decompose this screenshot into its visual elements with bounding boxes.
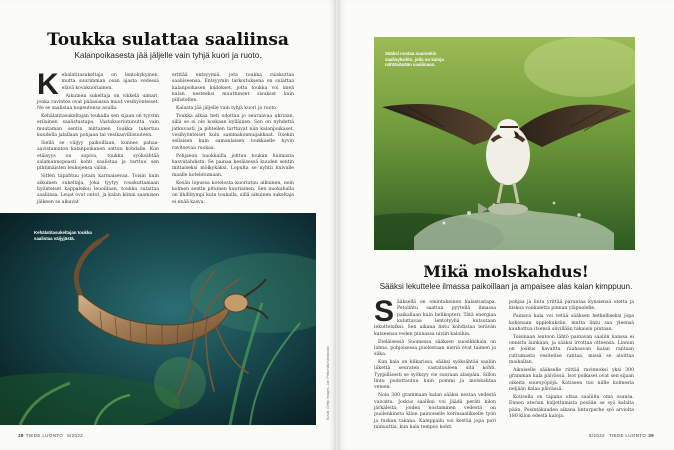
issue-number: 5/2022 xyxy=(588,433,605,438)
paragraph: Siellä se väijyy paikoillaan, kunnes pahaa-aavistamaton kalanpoikanen sattuu kohdalle. Kun etäisyys on sopiva, toukka syöksähtää salamannopeasti kohti saalistaa ja tarttuu sen pihtimäisten leukojensa väliin. xyxy=(37,140,159,172)
paragraph: Kehälatitasukeltajan toukalla sen sijaan on tyystin erilainen saalistustapa. Vastakuoriutunutta vain muutaman sentin mittainen toukka tukertuu kuudella jalallaan pohjaan tai vesikasvillisuuteen. xyxy=(37,114,159,139)
right-article-subtitle: Sääksi lekuttelee ilmassa paikoillaan ja ampaisee alas kalan kimppuun. xyxy=(379,282,633,291)
osprey-photo-caption: Sääksi nostaa suurenkin saalisyksilön, jolla on kaloja nähtävänään saaliinaan. xyxy=(385,51,444,68)
paragraph: Aikuinen sukeltaja on vikkelä uimari, jonka ravintoa ovat pääasiassa muut vesihyönteiset. Ne se saalistaa nopeutensa avulla. xyxy=(37,93,159,112)
left-page xyxy=(0,0,336,450)
diving-beetle-larva-photo xyxy=(0,213,316,425)
photo-credit: Kuvat: Getty Images, Jari Peltomäki/Vastavalo xyxy=(326,346,330,420)
dropcap-s: S xyxy=(374,295,395,328)
dropcap-k: K xyxy=(37,68,59,101)
paragraph: Painava kala voi vetää sääksen hetkelliseksi jopa kokonaan upplekuksiin, mutta lintu saa yleensä kauhottua itsensä siivillään takaisin pintaan. xyxy=(509,314,634,332)
paragraph: Toukka alkaa heti odottaa jo seuraavaa uhriaan, sillä se ei ole koskaan kylläinen. Sen on nyhdettä jatkuvasti, ja pihtellen tarttuvat niin kalanpoikaset, vesihyönteiset kuin sammakonnuijakkaat. Itsekin sellaisen kuin samanlaisen toukkaelle hyvin ravitsevaa ruokaa. xyxy=(172,114,294,151)
paragraph: Eteläisessä Suomessa sääksen suosikkikala on lahna, pohjoisessa puolestaan nieriä ovat taimen ja siika. xyxy=(374,339,496,358)
paragraph: Kun kala on kiikarissa, sääksi syöksähtää saaliin liikettä seuraten vastatuuleen sitä kohti. Tyypillisesti se syöksyy vie suoraan alaspäin. Sillon lintu pudottautuu kuin pommi ja molskahtaa veteen. xyxy=(374,360,496,391)
right-column-1 xyxy=(374,295,496,433)
magazine-name: TIEDE LUONTO xyxy=(25,433,64,438)
issue-number: 5/2022 xyxy=(67,433,84,438)
paragraph: Sitten tapahtuu jotain karmaisevaa. Toisin kuin aikuinen sukeltaja, joka tyytyy rouskuttamaan hyönteiset kappaleiksi leuoillaan, toukka sulattaa saaliinsa. Leuat ovat ontot, ja kalan kiinni saamisen jälkeen se alkavat xyxy=(37,174,159,205)
paragraph: Aikuiselle sääkselle riittää ravinnoksi yksi 300 gramman kala päivässä. Isot poikaset ovat sen sijaan oikeita suursyöpöjä. Kotiseen tuo niille kolmesta neljään kalaa päivässä. xyxy=(509,367,634,392)
larva-illustration xyxy=(0,213,316,425)
paragraph: Kalasta jää jäljelle vain tyhjä kuori ja ruoto. xyxy=(176,106,278,112)
left-column-2 xyxy=(172,73,294,207)
left-column-1 xyxy=(37,68,159,207)
osprey-illustration xyxy=(374,37,635,250)
paragraph: Kesän lopussa kotelosta kuoriutuu aikuinen, noin kolmen sentin pituinen kuoriainen. Sen nuokahalla on lihillitympi kuin toukalla, sillä aikuinen sukeltaja ei enää kasva. xyxy=(172,180,294,205)
right-page xyxy=(338,0,674,450)
osprey-photo xyxy=(374,37,635,250)
left-folio xyxy=(18,433,85,438)
paragraph: pohjaa ja lintu yrittää parantaa kynsiensä otetta ja kiskoa vonkaletta pinnan yläpuolelle. xyxy=(509,300,634,312)
paragraph: ehalatitasukeltaja on lentokykyinen, mutta suurimman osan ajasta vedessä elävä kovakuoriainen. xyxy=(61,73,159,91)
paragraph: ääksellä on omintakeinen kalastustapa. Petolintu saattaa pyytellä ilmassa paikallaan kuin helikopteri. Tätä energiaa kuluttavaa lentotyyliä kutsutaan lekuttelulksi. Sen aikana lintu kohdistaa terävän katseensa veden pinnassa uiviin kaloihin. xyxy=(374,300,496,337)
right-column-2 xyxy=(509,300,634,422)
right-folio xyxy=(587,433,654,438)
paragraph: Pohjaeon nuokkailla johtuu toukan huimasta kasvutahdista. Se painaa kesäisessä kuuden sentin mittaiseksi mölkykäksi. Lopulta se nyhtii kuivalle maalle kotelotumaan. xyxy=(172,153,294,178)
paragraph: erittää entsyymiä, jota toukka ruiskuttaa saaliiseensa. Entsyymin tarkoituksena on sulattaa kalanpoikasen kudokset, jotta toukka voi imeä kalan nesteeksi muuttuneet sisukset kuin pillistellen. xyxy=(172,73,294,104)
left-article-subtitle: Kalanpoikasesta jää jäljelle vain tyhjä kuori ja ruoto. xyxy=(74,51,262,60)
magazine-name: TIEDE LUONTO xyxy=(608,433,647,438)
right-article-title: Mikä molskahdus! xyxy=(423,262,589,281)
left-article-title: Toukka sulattaa saaliinsa xyxy=(47,30,289,50)
page-number: 38 xyxy=(18,433,24,438)
paragraph: Noin 300 grammaan kalan sääksi nostaa vedestä vaivatta. Joskus saaliksi voi jäädä peräti kilon järkäleitä, joiden nostaminen vedestä on puolenkinsta kilon painoiselle korinsaalikselle työn ja tuskan takana. Kamppailu voi kestää jopa pari minuuttia, kun kala tempoo kohti xyxy=(374,393,496,431)
page-number: 39 xyxy=(648,433,654,438)
larva-photo-caption: Kehälatitasukeltajan toukka saalistaa väijyjästä. xyxy=(34,230,92,241)
paragraph: Toisinaan lentoon lähtö painavan saaliin kanssa ei onnistu lainkaan, ja sääksi irrottaa otteensa. Linnun on joskus havaittu raahaavan kalan rantaan ruttumasta vesiteitse rantaa, missä se aloittaa maikallan. xyxy=(509,334,634,366)
paragraph: Kotisella on tapana ottaa saaliilta oma osansa. Ennen aterian kuljettamista pesään se syö kalalta pään. Pesintäkauden aikana linturperhe syö arviolta 180 kilon edestä kaloja. xyxy=(509,394,634,419)
